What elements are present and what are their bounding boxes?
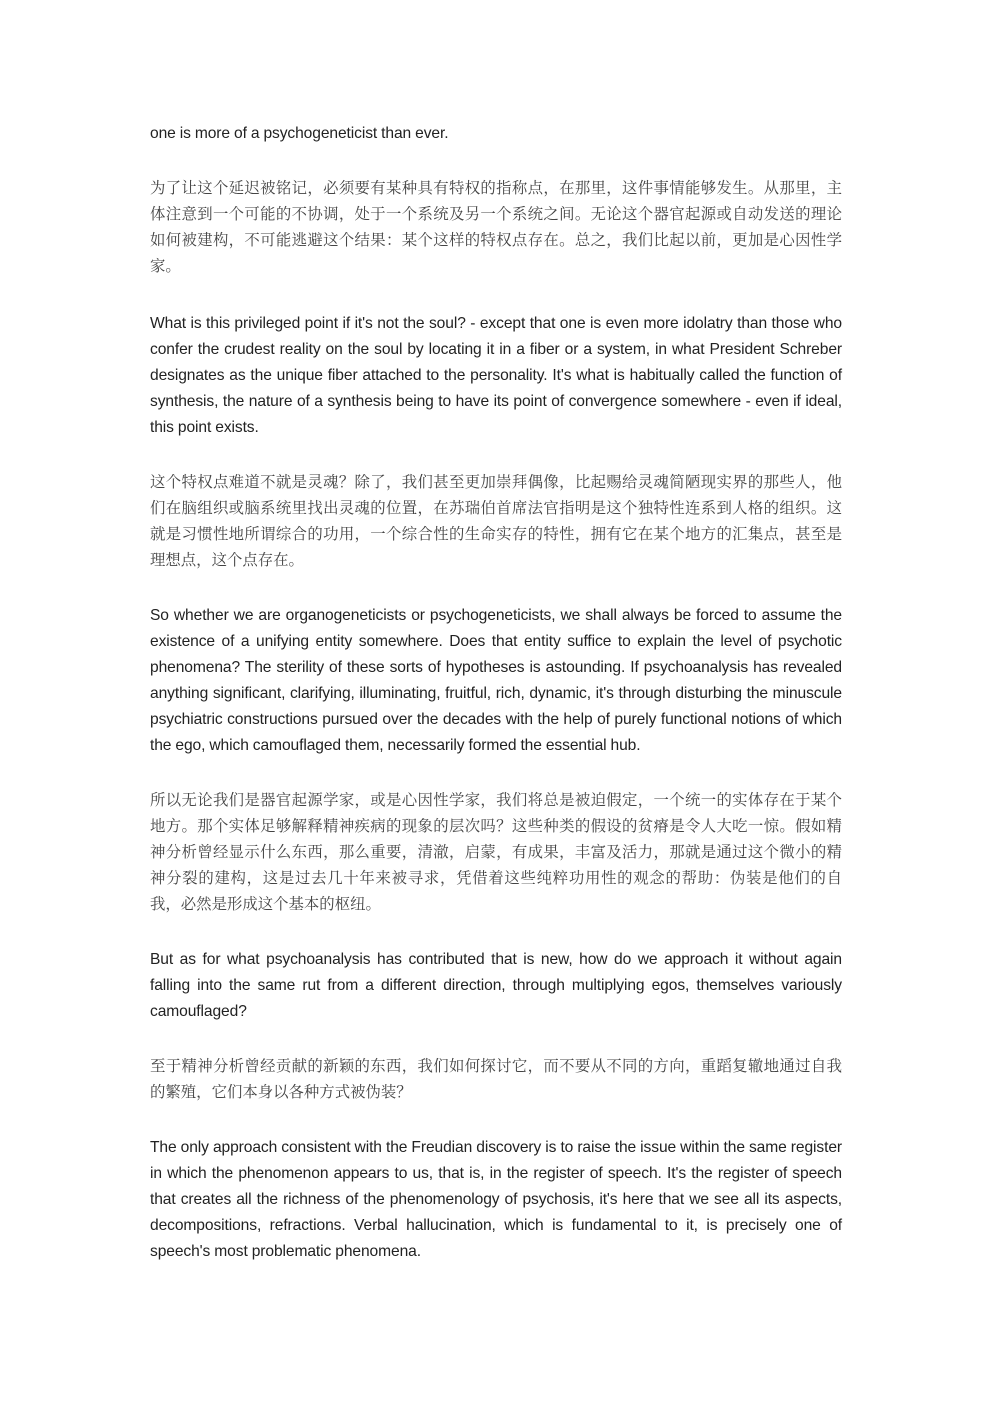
paragraph-2-chinese: 为了让这个延迟被铭记，必须要有某种具有特权的指称点，在那里，这件事情能够发生。从那里，主体注意到一个可能的不协调，处于一个系统及另一个系统之间。无论这个器官起源或自动发送的理论如何被建构，不可能逃避这个结果：某个这样的特权点存在。总之，我们比起以前，更加是心因性学家。 xyxy=(150,179,842,275)
document-page xyxy=(150,121,842,1265)
paragraph-4-chinese: 这个特权点难道不就是灵魂？除了，我们甚至更加崇拜偶像，比起赐给灵魂简陋现实界的那些人，他们在脑组织或脑系统里找出灵魂的位置，在苏瑞伯首席法官指明是这个独特性连系到人格的组织。这就是习惯性地所谓综合的功用，一个综合性的生命实存的特性，拥有它在某个地方的汇集点，甚至是理想点，这个点存在。 xyxy=(150,473,842,569)
paragraph-6-chinese: 所以无论我们是器官起源学家，或是心因性学家，我们将总是被迫假定，一个统一的实体存在于某个地方。那个实体足够解释精神疾病的现象的层次吗？这些种类的假设的贫瘠是令人大吃一惊。假如精神分析曾经显示什么东西，那么重要，清澈，启蒙，有成果，丰富及活力，那就是通过这个微小的精神分裂的建构，这是过去几十年来被寻求，凭借着这些纯粹功用性的观念的帮助：伪装是他们的自我，必然是形成这个基本的枢纽。 xyxy=(150,791,842,913)
paragraph-8-chinese: 至于精神分析曾经贡献的新颖的东西，我们如何探讨它，而不要从不同的方向，重蹈复辙地通过自我的繁殖，它们本身以各种方式被伪装？ xyxy=(150,1057,842,1101)
paragraph-9-english: The only approach consistent with the Freudian discovery is to raise the issue within the same register in which the phenomenon appears to us, that is, in the register of speech. It's the register of speech that creates all the richness of the phenomenology of psychosis, it's here that we see all its aspects, decompositions, refractions. Verbal hallucination, which is fundamental to it, is precisely one of speech's most problematic phenomena. xyxy=(150,1139,842,1260)
paragraph-1-english: one is more of a psychogeneticist than ever. xyxy=(150,125,449,142)
paragraph-3-english: What is this privileged point if it's not the soul? - except that one is even more idolatry than those who confer the crudest reality on the soul by locating it in a fiber or a system, in what President Schreber designates as the unique fiber attached to the personality. It's what is habitually called the function of synthesis, the nature of a synthesis being to have its point of convergence somewhere - even if ideal, this point exists. xyxy=(150,315,842,436)
paragraph-5-english: So whether we are organogeneticists or psychogeneticists, we shall always be forced to assume the existence of a unifying entity somewhere. Does that entity suffice to explain the level of psychotic phenomena? The sterility of these sorts of hypotheses is astounding. If psychoanalysis has revealed anything significant, clarifying, illuminating, fruitful, rich, dynamic, it's through disturbing the minuscule psychiatric constructions pursued over the decades with the help of purely functional notions of which the ego, which camouflaged them, necessarily formed the essential hub. xyxy=(150,607,842,754)
paragraph-7-english: But as for what psychoanalysis has contributed that is new, how do we approach it without again falling into the same rut from a different direction, through multiplying egos, themselves variously camouflaged? xyxy=(150,951,842,1020)
